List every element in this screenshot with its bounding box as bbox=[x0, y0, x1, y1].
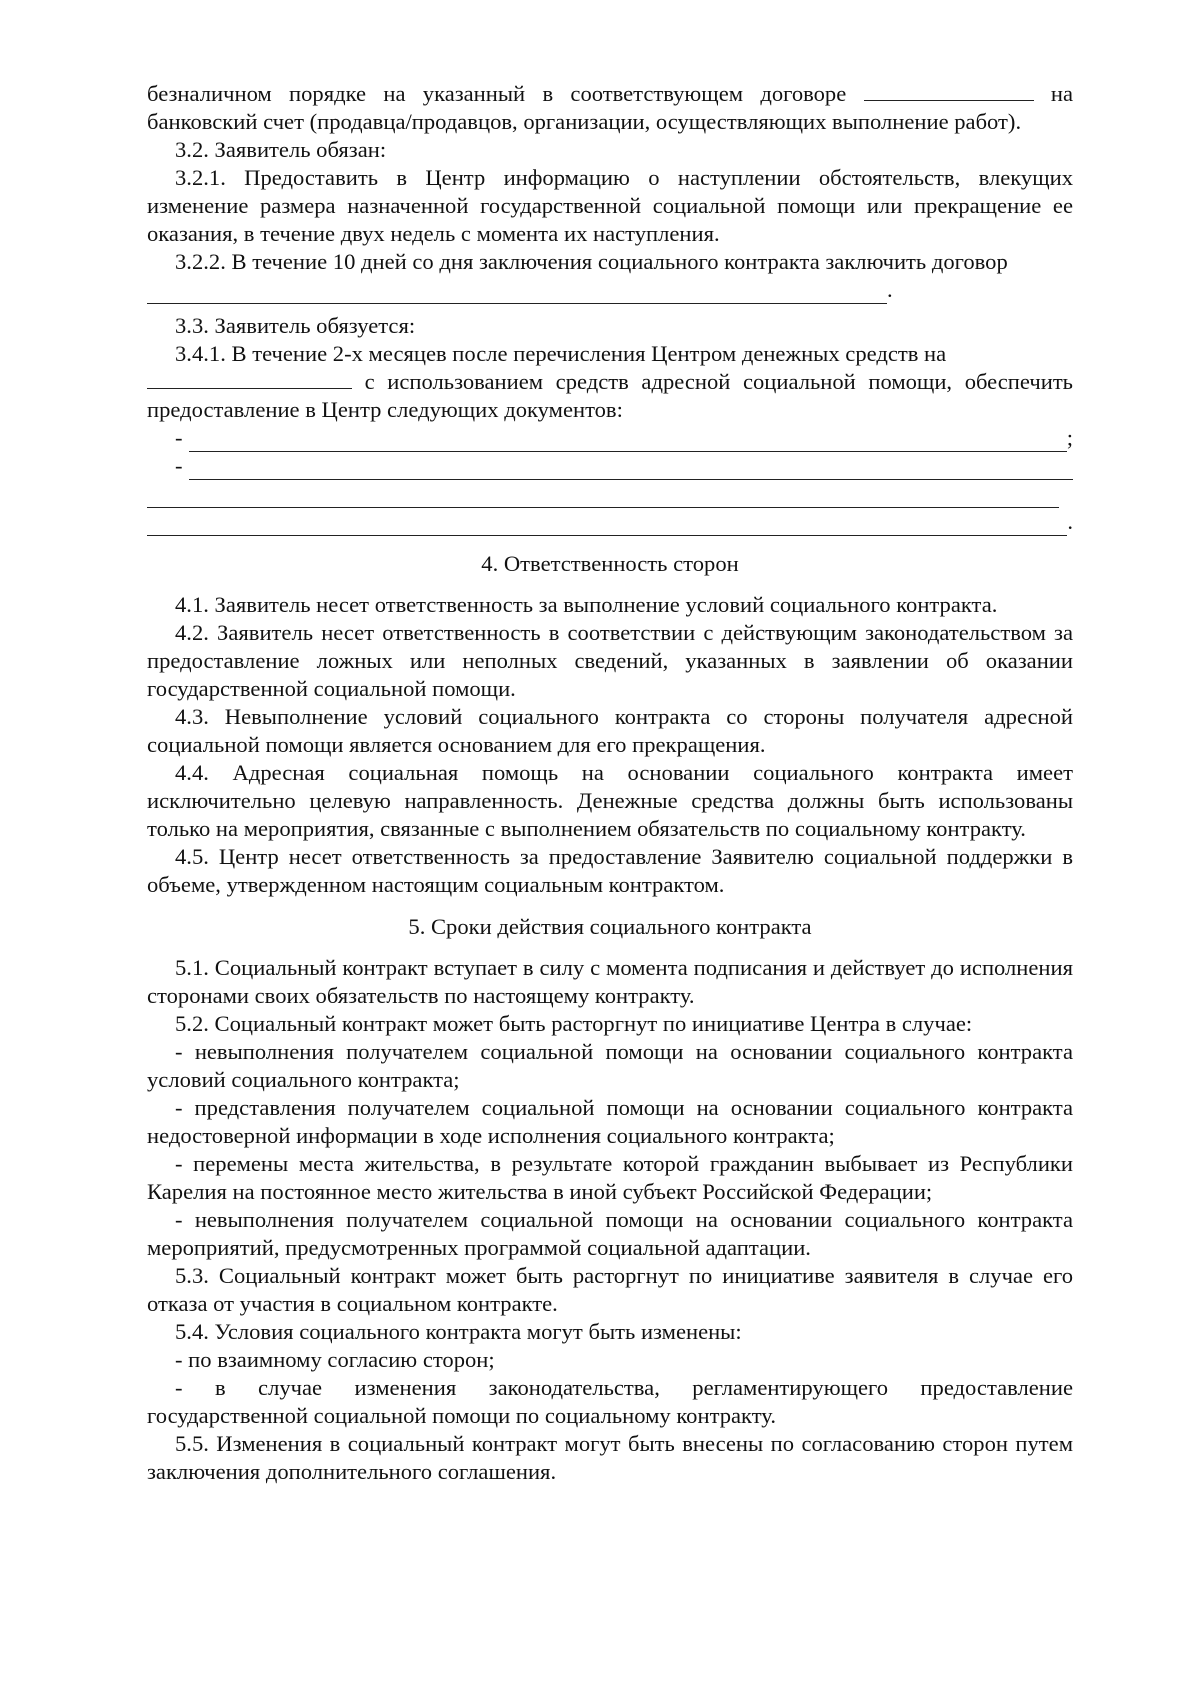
paragraph-3-2-2: 3.2.2. В течение 10 дней со дня заключения социального контракта заключить договор bbox=[175, 249, 1008, 274]
paragraph-4-2: 4.2. Заявитель несет ответственность в соответствии с действующим законодательством за предоставление ложных или неполных сведений, указанных в заявлении об оказании государственной социальной помощи. bbox=[147, 620, 1073, 701]
text-fragment: с использованием средств адресной социальной помощи, обеспечить предоставление в Центр следующих документов: bbox=[147, 369, 1073, 422]
paragraph-5-2-item-3: - перемены места жительства, в результате которой гражданин выбывает из Республики Карелия на постоянное место жительства в иной субъект Российской Федерации; bbox=[147, 1151, 1073, 1204]
paragraph-5-2-item-4: - невыполнения получателем социальной помощи на основании социального контракта мероприятий, предусмотренных программой социальной адаптации. bbox=[147, 1207, 1073, 1260]
document-item-line bbox=[147, 424, 1073, 452]
paragraph-4-4: 4.4. Адресная социальная помощь на основании социального контракта имеет исключительно целевую направленность. Денежные средства должны быть использованы только на мероприятия, связанные с выполнением обязательств по социальному контракту. bbox=[147, 760, 1073, 841]
document-item-line bbox=[147, 452, 1073, 480]
paragraph-5-3: 5.3. Социальный контракт может быть расторгнут по инициативе заявителя в случае его отказа от участия в социальном контракте. bbox=[147, 1263, 1073, 1316]
paragraph-5-2: 5.2. Социальный контракт может быть расторгнут по инициативе Центра в случае: bbox=[175, 1011, 973, 1036]
blank-line-row bbox=[147, 508, 1073, 536]
text-fragment: безналичном порядке на указанный в соответствующем договоре bbox=[147, 81, 847, 106]
paragraph-5-4-item-1: - по взаимному согласию сторон; bbox=[175, 1347, 495, 1372]
paragraph-5-2-item-1: - невыполнения получателем социальной помощи на основании социального контракта условий социального контракта; bbox=[147, 1039, 1073, 1092]
blank-line bbox=[864, 81, 1034, 101]
blank-line bbox=[189, 430, 1067, 452]
paragraph-3-4-1-rest bbox=[147, 368, 1073, 424]
document-page bbox=[147, 80, 1073, 1486]
blank-line bbox=[189, 458, 1073, 480]
dash-mark: - bbox=[175, 425, 183, 450]
paragraph-5-4: 5.4. Условия социального контракта могут быть изменены: bbox=[175, 1319, 742, 1344]
paragraph-4-1: 4.1. Заявитель несет ответственность за выполнение условий социального контракта. bbox=[175, 592, 998, 617]
period-mark: . bbox=[887, 277, 893, 302]
blank-line bbox=[147, 369, 352, 389]
blank-line-row bbox=[147, 480, 1073, 508]
blank-line bbox=[147, 284, 887, 304]
paragraph-5-2-item-2: - представления получателем социальной помощи на основании социального контракта недостоверной информации в ходе исполнения социального контракта; bbox=[147, 1095, 1073, 1148]
semicolon-mark: ; bbox=[1066, 425, 1073, 450]
section-4-title: 4. Ответственность сторон bbox=[481, 551, 739, 576]
paragraph-5-4-item-2: - в случае изменения законодательства, регламентирующего предоставление государственной социальной помощи по социальному контракту. bbox=[147, 1375, 1073, 1428]
blank-line bbox=[147, 514, 1067, 536]
paragraph-3-4-1-line1: 3.4.1. В течение 2-х месяцев после перечисления Центром денежных средств на bbox=[175, 341, 947, 366]
section-5-title: 5. Сроки действия социального контракта bbox=[408, 914, 812, 939]
blank-line bbox=[147, 486, 1059, 508]
period-mark: . bbox=[1067, 509, 1073, 534]
paragraph-3-1-continuation bbox=[147, 80, 1073, 136]
paragraph-3-3: 3.3. Заявитель обязуется: bbox=[175, 313, 416, 338]
blank-line-row bbox=[147, 276, 1073, 304]
paragraph-3-2-1: 3.2.1. Предоставить в Центр информацию о наступлении обстоятельств, влекущих изменение размера назначенной государственной социальной помощи или прекращение ее оказания, в течение двух недель с момента их наступления. bbox=[147, 165, 1073, 246]
text-fragment: на банковский счет (продавца/продавцов, организации, осуществляющих выполнение работ). bbox=[147, 81, 1074, 134]
paragraph-5-5: 5.5. Изменения в социальный контракт могут быть внесены по согласованию сторон путем заключения дополнительного соглашения. bbox=[147, 1431, 1073, 1484]
paragraph-4-5: 4.5. Центр несет ответственность за предоставление Заявителю социальной поддержки в объеме, утвержденном настоящим социальным контрактом. bbox=[147, 844, 1073, 897]
dash-mark: - bbox=[175, 453, 183, 478]
paragraph-5-1: 5.1. Социальный контракт вступает в силу с момента подписания и действует до исполнения сторонами своих обязательств по настоящему контракту. bbox=[147, 955, 1073, 1008]
paragraph-3-2: 3.2. Заявитель обязан: bbox=[175, 137, 387, 162]
paragraph-4-3: 4.3. Невыполнение условий социального контракта со стороны получателя адресной социальной помощи является основанием для его прекращения. bbox=[147, 704, 1073, 757]
